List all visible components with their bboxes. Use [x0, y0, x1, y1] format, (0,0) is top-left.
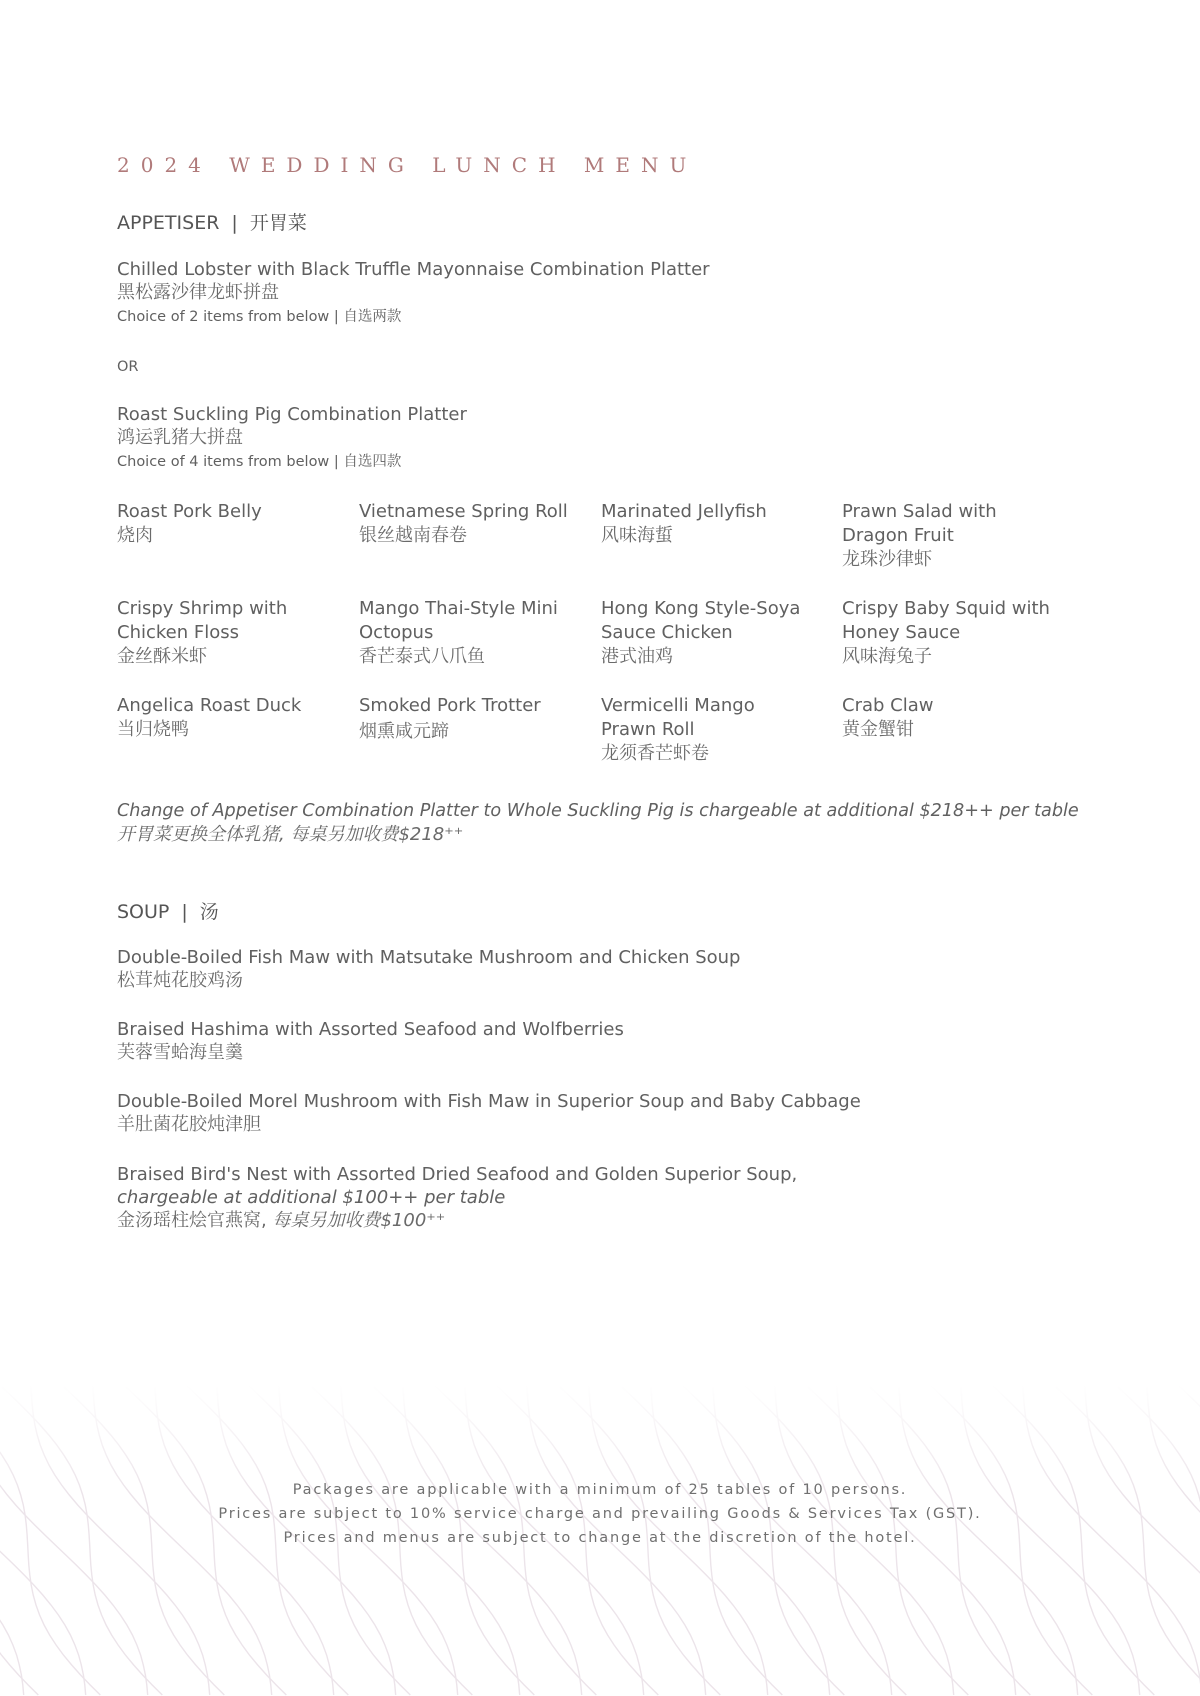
option-name: Chilled Lobster with Black Truffle Mayonnaise Combination Platter: [117, 259, 710, 280]
soup-item: [117, 946, 741, 992]
terms-footer: [0, 1478, 1200, 1550]
appetiser-item: [601, 694, 833, 766]
menu-title: 2024 WEDDING LUNCH MENU: [117, 153, 698, 177]
item-name-cn: 龙须香芒虾卷: [601, 743, 709, 764]
appetiser-item: [842, 694, 1074, 742]
item-name: Crispy Shrimp with: [117, 598, 288, 619]
item-name: Crispy Baby Squid with: [842, 598, 1050, 619]
appetiser-item: [601, 597, 833, 669]
option-name: Roast Suckling Pig Combination Platter: [117, 404, 467, 425]
or-divider: OR: [117, 359, 139, 375]
option-choice: Choice of 4 items from below | 自选四款: [117, 454, 402, 470]
item-name: Angelica Roast Duck: [117, 695, 302, 716]
item-name: Crab Claw: [842, 695, 934, 716]
option-choice: Choice of 2 items from below | 自选两款: [117, 309, 402, 325]
appetiser-item: [359, 500, 591, 548]
item-name-cn: 当归烧鸭: [117, 719, 189, 740]
soup-name-cn: 松茸炖花胶鸡汤: [117, 970, 243, 991]
option-name-cn: 鸿运乳猪大拼盘: [117, 427, 243, 448]
item-name: Vermicelli Mango: [601, 695, 755, 716]
appetiser-item: [117, 597, 349, 669]
soup-name-cn: 羊肚菌花胶炖津胆: [117, 1114, 261, 1135]
item-name: Marinated Jellyfish: [601, 501, 767, 522]
upgrade-note-en: Change of Appetiser Combination Platter to Whole Suckling Pig is chargeable at additional $218++ per table: [117, 801, 1079, 821]
soup-item: [117, 1090, 861, 1136]
appetiser-item: [601, 500, 833, 548]
item-name-cn: 金丝酥米虾: [117, 646, 207, 667]
item-name-line2: Dragon Fruit: [842, 525, 954, 546]
option-name-cn: 黑松露沙律龙虾拼盘: [117, 282, 279, 303]
soup-name-cn: 芙蓉雪蛤海皇羹: [117, 1042, 243, 1063]
terms-line: Prices are subject to 10% service charge and prevailing Goods & Services Tax (GST).: [218, 1506, 982, 1522]
soup-name-cn: 金汤瑶柱烩官燕窝,: [117, 1210, 267, 1231]
appetiser-heading-en: APPETISER: [117, 212, 220, 234]
item-name-line2: Octopus: [359, 622, 434, 643]
appetiser-item: [842, 597, 1074, 669]
item-name-cn: 风味海蜇: [601, 525, 673, 546]
item-name: Prawn Salad with: [842, 501, 997, 522]
appetiser-heading-cn: 开胃菜: [249, 212, 307, 234]
heading-separator: |: [231, 212, 238, 234]
item-name-cn: 港式油鸡: [601, 646, 673, 667]
terms-line: Packages are applicable with a minimum of 25 tables of 10 persons.: [292, 1482, 908, 1498]
item-name-cn: 黄金蟹钳: [842, 719, 914, 740]
appetiser-item: [117, 694, 349, 742]
suckling-pig-platter-option: [117, 403, 467, 472]
upgrade-note-cn: 开胃菜更换全体乳猪, 每桌另加收费$218⁺⁺: [117, 824, 464, 845]
soup-name: Braised Hashima with Assorted Seafood and Wolfberries: [117, 1019, 624, 1040]
soup-premium-item: [117, 1163, 797, 1232]
soup-name: Braised Bird's Nest with Assorted Dried Seafood and Golden Superior Soup,: [117, 1164, 798, 1185]
item-name-cn: 香芒泰式八爪鱼: [359, 646, 485, 667]
appetiser-upgrade-note: [117, 800, 1079, 846]
item-name: Roast Pork Belly: [117, 501, 262, 522]
appetiser-item: [359, 694, 591, 744]
item-name: Mango Thai-Style Mini: [359, 598, 558, 619]
item-name: Hong Kong Style-Soya: [601, 598, 801, 619]
item-name-cn: 银丝越南春卷: [359, 525, 467, 546]
soup-charge-en: chargeable at additional $100++ per table: [117, 1187, 506, 1208]
item-name: Vietnamese Spring Roll: [359, 501, 568, 522]
item-name-line2: Sauce Chicken: [601, 622, 733, 643]
item-name: Smoked Pork Trotter: [359, 695, 541, 716]
soup-name: Double-Boiled Fish Maw with Matsutake Mushroom and Chicken Soup: [117, 947, 741, 968]
soup-item: [117, 1018, 624, 1064]
item-name-line2: Honey Sauce: [842, 622, 961, 643]
item-name-line2: Chicken Floss: [117, 622, 239, 643]
item-name-cn: 烟熏咸元蹄: [359, 721, 449, 742]
lobster-platter-option: [117, 258, 710, 327]
item-name-cn: 烧肉: [117, 525, 153, 546]
item-name-cn: 风味海兔子: [842, 646, 932, 667]
soup-heading-en: SOUP: [117, 901, 170, 923]
heading-separator: |: [181, 901, 188, 923]
soup-heading-cn: 汤: [199, 901, 219, 923]
appetiser-item: [842, 500, 1074, 572]
soup-charge-cn: 每桌另加收费$100⁺⁺: [272, 1210, 446, 1231]
item-name-line2: Prawn Roll: [601, 719, 695, 740]
soup-name: Double-Boiled Morel Mushroom with Fish Maw in Superior Soup and Baby Cabbage: [117, 1091, 861, 1112]
soup-heading: [117, 897, 219, 924]
appetiser-item: [117, 500, 349, 548]
appetiser-item: [359, 597, 591, 669]
appetiser-heading: [117, 208, 307, 235]
terms-line: Prices and menus are subject to change at the discretion of the hotel.: [283, 1530, 917, 1546]
item-name-cn: 龙珠沙律虾: [842, 549, 932, 570]
